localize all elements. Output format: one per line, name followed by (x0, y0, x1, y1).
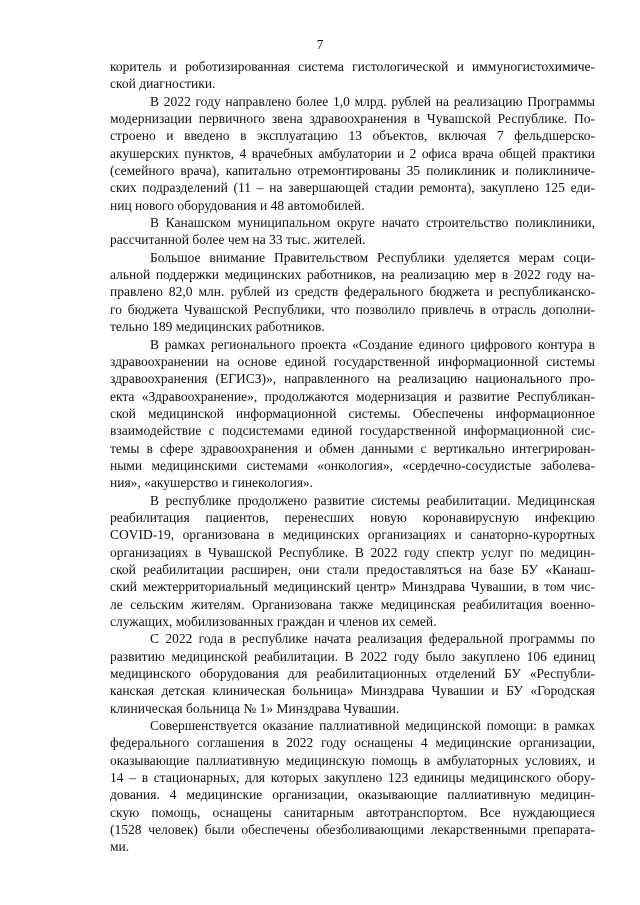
text-line: В 2022 году направлено более 1,0 млрд. рублей на реализацию Программы (150, 93, 595, 109)
text-line: ской диагностики. (110, 76, 216, 92)
text-line: (семейного врача), капитально отремонтированы 35 поликлиник и поликлиниче- (110, 163, 595, 179)
text-line: темы в сфере здравоохранения и обмен данными с вертикально интегрирован- (110, 440, 595, 456)
text-line: ле сельским жителям. Организована также медицинская реабилитация военно- (110, 596, 595, 612)
text-line: реабилитация пациентов, перенесших новую коронавирусную инфекцию (110, 509, 595, 525)
text-line: COVID-19, организована в медицинских организациях и санаторно-курортных (110, 527, 595, 543)
text-line: организациях в Чувашской Республике. В 2022 году спектр услуг по медицин- (110, 544, 595, 560)
paragraph (110, 58, 595, 93)
text-line: правлено 82,0 млн. рублей из средств федерального бюджета и республиканско- (110, 284, 595, 300)
paragraph (110, 214, 595, 249)
text-line: ских подразделений (11 – на завершающей стадии ремонта), закуплено 125 еди- (110, 180, 595, 196)
text-line: акушерских пунктов, 4 врачебных амбулатории и 2 офиса врача общей практики (110, 145, 595, 161)
text-line: (1528 человек) были обеспечены обезболивающими лекарственными препарата- (110, 822, 595, 838)
paragraph (110, 249, 595, 336)
text-line: альной поддержки медицинских работников, на реализацию мер в 2022 году на- (110, 267, 595, 283)
text-line: дования. 4 медицинские организации, оказывающие паллиативную медицин- (110, 787, 595, 803)
text-line: здравоохранения (ЕГИСЗ)», направленного на реализацию национального про- (110, 371, 595, 387)
text-line: В рамках регионального проекта «Создание единого цифрового контура в (150, 336, 595, 352)
text-line: С 2022 года в республике начата реализация федеральной программы по (150, 631, 595, 647)
text-line: медицинского оборудования для реабилитационных отделений БУ «Республи- (110, 666, 595, 682)
text-line: ской медицинской информационной системы. Обеспечены информационное (110, 405, 595, 421)
text-line: ными медицинскими системами «онкология», «сердечно-сосудистые заболева- (110, 457, 595, 473)
page-number: 7 (316, 37, 324, 52)
text-line: ми. (110, 839, 130, 855)
paragraph (110, 492, 595, 631)
text-line: развитию медицинской реабилитации. В 2022 году было закуплено 106 единиц (110, 648, 595, 664)
text-line: ский межтерриториальный медицинский центр» Минздрава Чувашии, в том чис- (110, 579, 595, 595)
text-line: В республике продолжено развитие системы реабилитации. Медицинская (150, 492, 595, 508)
text-line: ния», «акушерство и гинекология». (110, 475, 314, 491)
text-line: строено и введено в эксплуатацию 13 объектов, включая 7 фельдшерско- (110, 128, 595, 144)
text-line: ской реабилитации расширен, они стали предоставляться на базе БУ «Канаш- (110, 561, 595, 577)
text-line: Совершенствуется оказание паллиативной медицинской помощи: в рамках (150, 718, 595, 734)
text-line: 14 – в стационарных, для которых закуплено 123 единицы медицинского обору- (110, 770, 595, 786)
text-line: здравоохранении на основе единой государственной информационной системы (110, 353, 595, 369)
text-line: взаимодействие с подсистемами единой государственной информационной сис- (110, 423, 595, 439)
text-line: тельно 189 медицинских работников. (110, 319, 325, 335)
text-line: модернизации первичного звена здравоохранения в Чувашской Республике. По- (110, 111, 595, 127)
paragraph (110, 630, 595, 717)
text-line: скую помощь, оснащены санитарным автотранспортом. Все нуждающиеся (110, 804, 595, 820)
text-line: ниц нового оборудования и 48 автомобилей. (110, 197, 365, 213)
text-line: федерального соглашения в 2022 году оснащены 4 медицинские организации, (110, 735, 595, 751)
paragraph (110, 93, 595, 214)
text-line: служащих, мобилизованных граждан и членов их семей. (110, 614, 437, 629)
text-line: го бюджета Чувашской Республики, что позволило привлечь в отрасль дополни- (110, 301, 595, 317)
text-line: клиническая больница № 1» Минздрава Чувашии. (110, 700, 400, 716)
paragraph (110, 717, 595, 856)
text-line: оказывающие паллиативную медицинскую помощь в амбулаторных условиях, и (110, 752, 595, 768)
text-line: коритель и роботизированная система гистологической и иммуногистохимиче- (110, 59, 595, 74)
text-line: Большое внимание Правительством Республики уделяется мерам соци- (150, 249, 595, 265)
paragraph (110, 336, 595, 492)
text-line: рассчитанной более чем на 33 тыс. жителей. (110, 232, 366, 248)
text-line: канская детская клиническая больница» Минздрава Чувашии и БУ «Городская (110, 683, 595, 699)
text-line: екта «Здравоохранение», продолжаются модернизация и развитие Республикан- (110, 388, 595, 404)
text-line: В Канашском муниципальном округе начато строительство поликлиники, (150, 215, 595, 231)
document-body (110, 58, 595, 856)
